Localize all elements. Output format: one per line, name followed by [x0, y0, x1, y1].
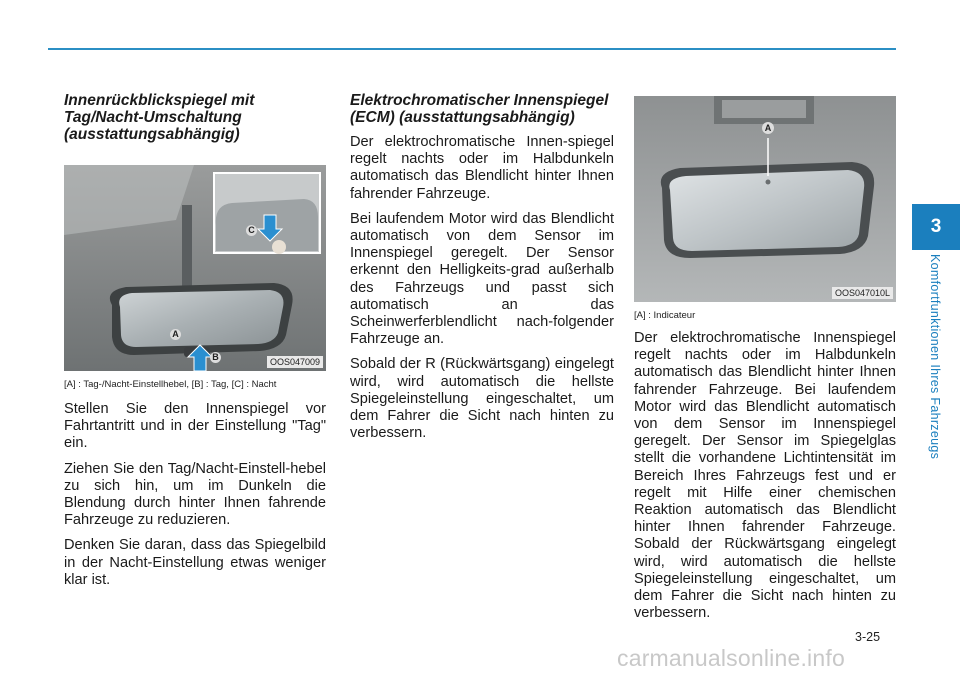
section-heading-day-night: Innenrückblickspiegel mit Tag/Nacht-Umschaltung (ausstattungsabhängig) — [64, 92, 255, 143]
paragraph: Sobald der R (Rückwärtsgang) eingelegt wird, wird automatisch die hellste Spiegeleinstellung eingeschaltet, um dem Fahrer die Sicht nach hinten zu verbessern. — [350, 356, 614, 442]
chapter-number: 3 — [930, 216, 942, 237]
figure-caption: [A] : Tag-/Nacht-Einstellhebel, [B] : Tag, [C] : Nacht — [64, 379, 277, 390]
figure-code: OOS047010L — [832, 287, 893, 299]
chapter-title: Komfortfunktionen Ihres Fahrzeugs — [928, 254, 942, 460]
page-number: 3-25 — [855, 630, 881, 644]
top-rule — [48, 48, 896, 50]
section-heading-ecm: Elektrochromatischer Innenspiegel (ECM) (ausstattungsabhängig) — [350, 92, 609, 126]
figure-label-a: A — [762, 122, 774, 134]
figure-label-c: C — [246, 225, 257, 236]
column-ecm-mirror — [350, 92, 614, 450]
figure-caption: [A] : Indicateur — [634, 310, 696, 321]
mirror-illustration — [64, 165, 326, 371]
column-day-night-mirror — [64, 92, 326, 597]
paragraph: Der elektrochromatische Innenspiegel regelt nachts oder im Halbdunkeln automatisch das Blendlicht hinter Ihnen fahrender Fahrzeuge. Bei laufendem Motor wird das Blendlicht automatisch von dem Sensor im Innenspiegel geregelt. Der Sensor im Spiegelglas stellt die vorhandene Lichtintensität im Bereich Ihres Fahrzeugs fest und er regelt mit Hilfe einer chemischen Reaktion automatisch das Blendlicht hinter Ihnen fahrender Fahrzeuge. Sobald der Rückwärtsgang eingelegt wird, wird automatisch die hellste Spiegeleinstellung eingeschaltet, um dem Fahrer die Sicht nach hinten zu verbessern. — [634, 330, 896, 622]
watermark: carmanualsonline.info — [617, 645, 845, 671]
paragraph: Der elektrochromatische Innen-spiegel regelt nachts oder im Halbdunkeln automatisch das Blendlicht hinter Ihnen fahrender Fahrzeuge. — [350, 134, 614, 202]
paragraph: Stellen Sie den Innenspiegel vor Fahrtantritt und in der Einstellung "Tag" ein. — [64, 401, 326, 452]
paragraph: Bei laufendem Motor wird das Blendlicht automatisch von dem Sensor im Innenspiegel geregelt. Der Sensor erkennt den Helligkeits-grad außerhalb des Fahrzeugs und passt sich automatisch an das Scheinwerferblendlicht nach-folgender Fahrzeuge an. — [350, 210, 614, 348]
chapter-number-tab — [912, 204, 960, 250]
chapter-title-vertical — [915, 254, 945, 494]
paragraph: Ziehen Sie den Tag/Nacht-Einstell-hebel zu sich hin, um im Dunkeln die Blendung durch hinter Ihnen fahrende Fahrzeuge zu reduzieren. — [64, 460, 326, 529]
figure-code: OOS047009 — [267, 356, 323, 368]
paragraph: Denken Sie daran, dass das Spiegelbild in der Nacht-Einstellung etwas weniger klar ist. — [64, 537, 326, 588]
figure-ecm-mirror — [634, 96, 896, 302]
column-ecm-figure — [634, 96, 896, 630]
figure-label-a: A — [170, 329, 181, 340]
figure-label-b: B — [210, 352, 221, 363]
figure-day-night-mirror — [64, 165, 326, 371]
